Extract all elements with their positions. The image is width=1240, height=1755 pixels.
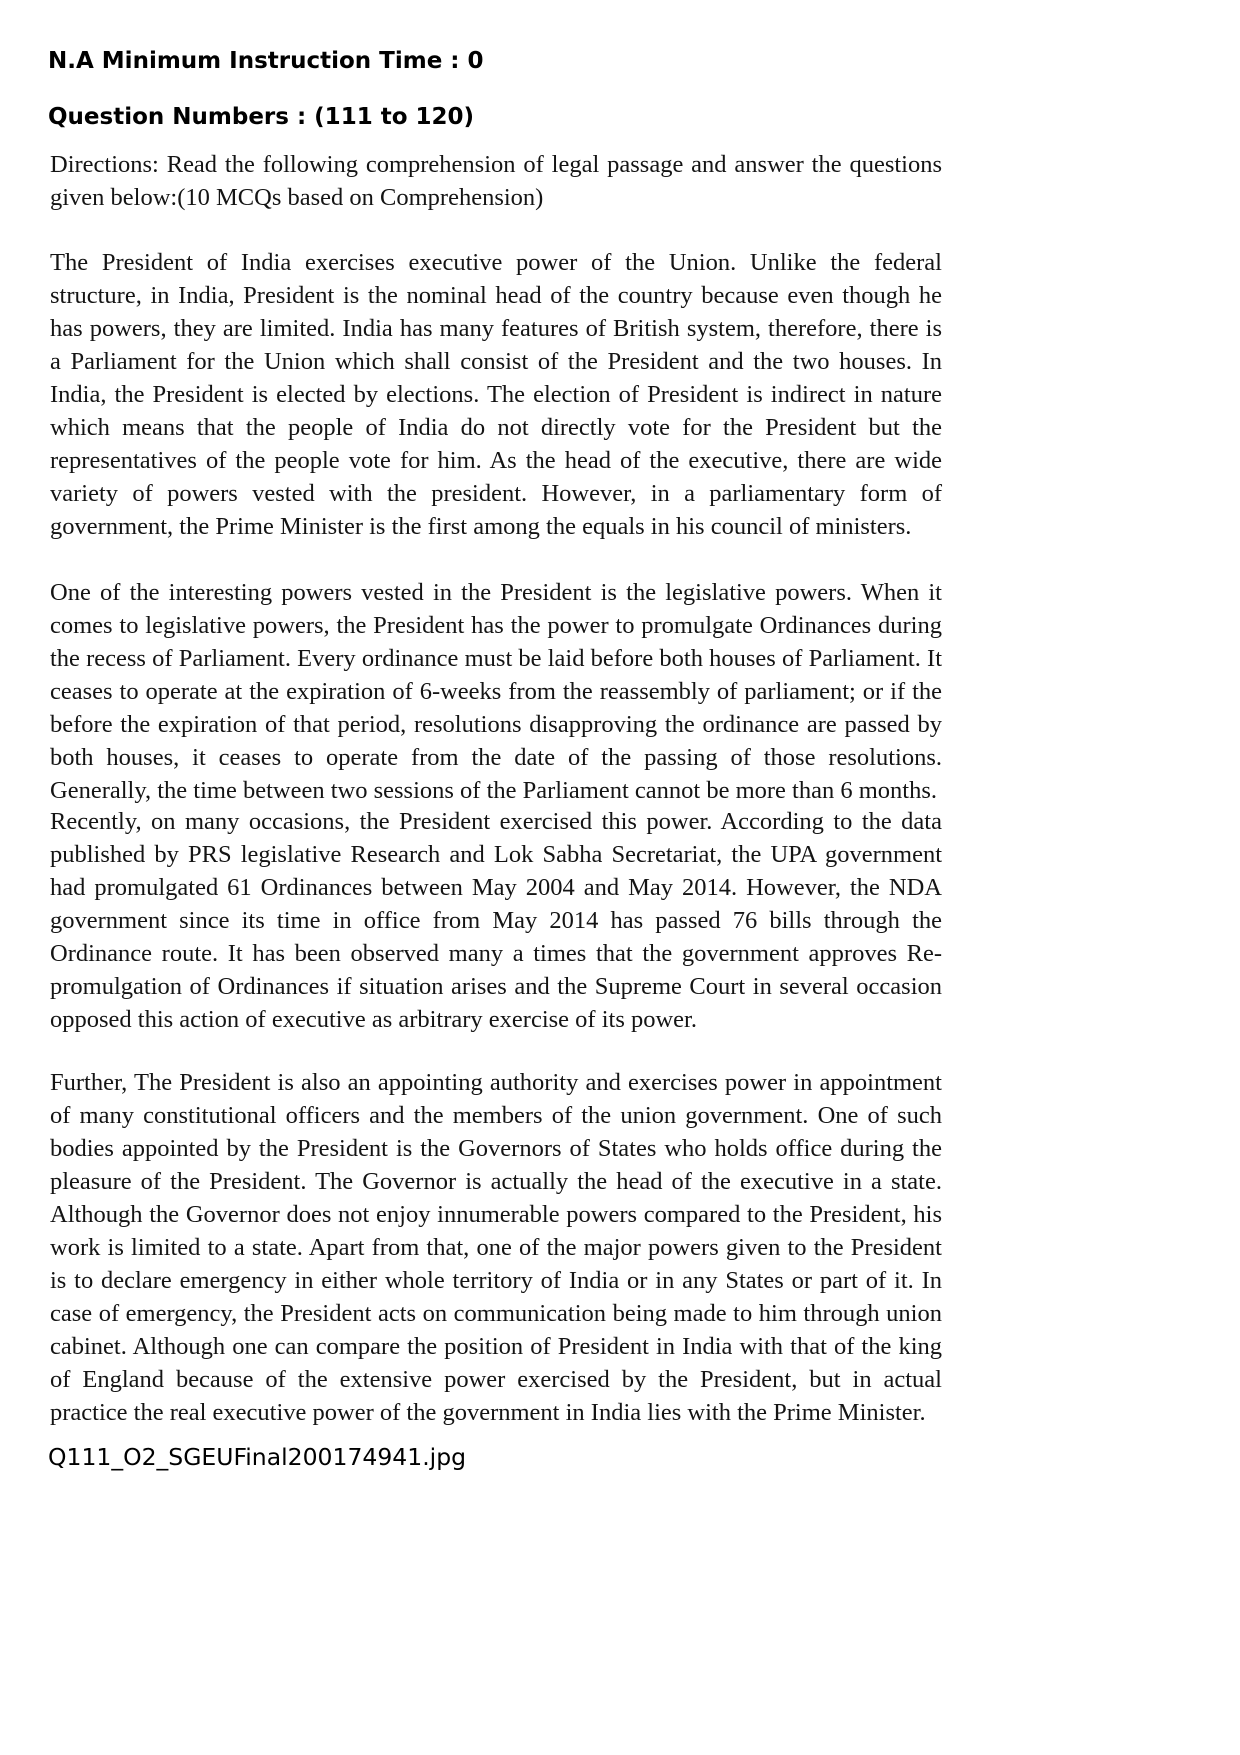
passage-paragraph: Recently, on many occasions, the President exercised this power. According to the data published by PRS legislative Research and Lok Sabha Secretariat, the UPA government had promulgated 61 Ordinances between May 2004 and May 2014. However, the NDA government since its time in office from May 2014 has passed 76 bills through the Ordinance route. It has been observed many a times that the government approves Re-promulgation of Ordinances if situation arises and the Supreme Court in several occasion opposed this action of executive as arbitrary exercise of its power. <box>50 808 942 1033</box>
passage-image <box>48 148 948 1430</box>
image-filename-caption: Q111_O2_SGEUFinal200174941.jpg <box>48 1443 467 1471</box>
directions-text: Directions: Read the following comprehension of legal passage and answer the questions given below:(10 MCQs based on Comprehension) <box>50 151 942 211</box>
passage-paragraph: Further, The President is also an appointing authority and exercises power in appointment of many constitutional officers and the members of the union government. One of such bodies appointed by the President is the Governors of States who holds office during the pleasure of the President. The Governor is actually the head of the executive in a state. Although the Governor does not enjoy innumerable powers compared to the President, his work is limited to a state. Apart from that, one of the major powers given to the President is to declare emergency in either whole territory of India or in any States or part of it. In case of emergency, the President acts on communication being made to him through union cabinet. Although one can compare the position of President in India with that of the king of England because of the extensive power exercised by the President, but in actual practice the real executive power of the government in India lies with the Prime Minister. <box>50 1069 942 1426</box>
passage-paragraph: The President of India exercises executive power of the Union. Unlike the federal structure, in India, President is the nominal head of the country because even though he has powers, they are limited. India has many features of British system, therefore, there is a Parliament for the Union which shall consist of the President and the two houses. In India, the President is elected by elections. The election of President is indirect in nature which means that the people of India do not directly vote for the President but the representatives of the people vote for him. As the head of the executive, there are wide variety of powers vested with the president. However, in a parliamentary form of government, the Prime Minister is the first among the equals in his council of ministers. <box>50 249 942 540</box>
question-numbers-heading: Question Numbers : (111 to 120) <box>48 104 475 130</box>
passage-paragraph: One of the interesting powers vested in the President is the legislative powers. When it comes to legislative powers, the President has the power to promulgate Ordinances during the recess of Parliament. Every ordinance must be laid before both houses of Parliament. It ceases to operate at the expiration of 6-weeks from the reassembly of parliament; or if the before the expiration of that period, resolutions disapproving the ordinance are passed by both houses, it ceases to operate from the date of the passing of those resolutions. Generally, the time between two sessions of the Parliament cannot be more than 6 months. <box>50 579 942 804</box>
instruction-time-heading: N.A Minimum Instruction Time : 0 <box>48 48 484 74</box>
